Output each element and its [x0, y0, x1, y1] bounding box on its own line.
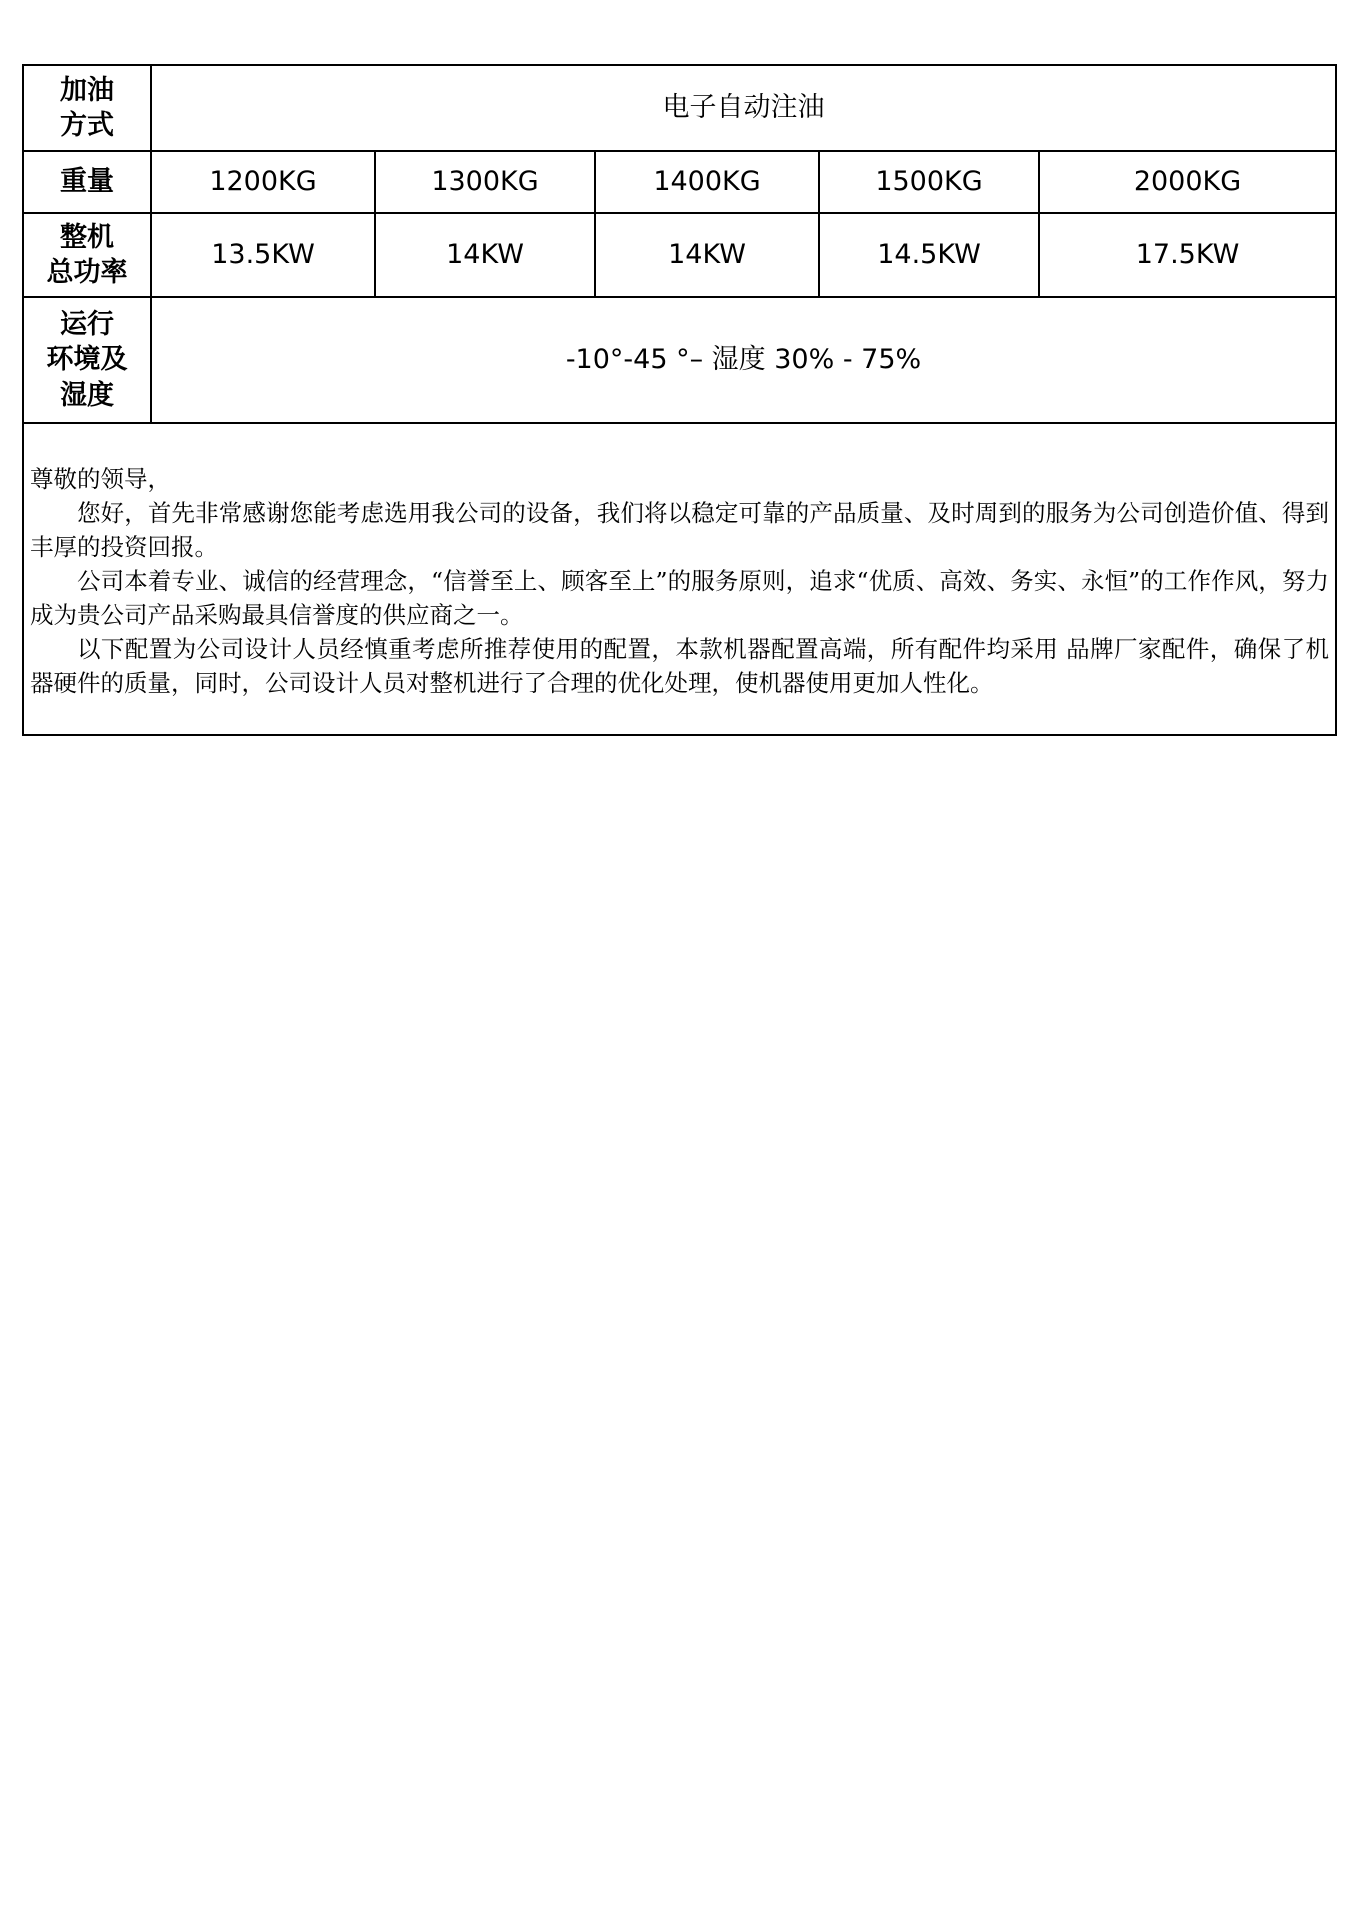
- label-line: 环境及: [46, 344, 128, 376]
- letter-paragraph: 您好，首先非常感谢您能考虑选用我公司的设备，我们将以稳定可靠的产品质量、及时周到的服务为公司创造价值、得到丰厚的投资回报。: [30, 499, 1330, 561]
- label-line: 重量: [60, 166, 114, 198]
- label-line: 加油: [60, 74, 114, 106]
- label-operating-environment: [23, 297, 151, 423]
- spec-table: [22, 64, 1337, 736]
- letter-greeting: 尊敬的领导，: [30, 465, 171, 493]
- label-line: 湿度: [60, 379, 114, 411]
- value-weight-cell: 1200KG: [151, 151, 375, 213]
- letter-paragraph: 以下配置为公司设计人员经慎重考虑所推荐使用的配置，本款机器配置高端，所有配件均采用 品牌厂家配件，确保了机器硬件的质量，同时，公司设计人员对整机进行了合理的优化处理，使机器使用更加人性化。: [30, 635, 1330, 697]
- label-line: 方式: [60, 110, 114, 141]
- value-weight-cell: 2000KG: [1039, 151, 1336, 213]
- value-weight-cell: 1400KG: [595, 151, 819, 213]
- value-power-cell: 14KW: [595, 213, 819, 297]
- value-weight-cell: 1300KG: [375, 151, 595, 213]
- label-total-power: [23, 213, 151, 297]
- row-total-power: [23, 213, 1336, 297]
- value-power-cell: 13.5KW: [151, 213, 375, 297]
- label-line: 整机: [60, 221, 114, 253]
- label-fueling-method: [23, 65, 151, 151]
- value-power-cell: 14KW: [375, 213, 595, 297]
- row-fueling-method: [23, 65, 1336, 151]
- row-operating-environment: [23, 297, 1336, 423]
- row-weight: [23, 151, 1336, 213]
- value-power-cell: 14.5KW: [819, 213, 1039, 297]
- label-weight: [23, 151, 151, 213]
- value-power-cell: 17.5KW: [1039, 213, 1336, 297]
- letter-body: [23, 423, 1336, 735]
- value-fueling-method: 电子自动注油: [151, 65, 1336, 151]
- row-letter: [23, 423, 1336, 735]
- value-operating-environment: -10°-45 °– 湿度 30% - 75%: [151, 297, 1336, 423]
- document-page: [22, 64, 1335, 736]
- label-line: 运行: [60, 309, 114, 341]
- label-line: 总功率: [46, 257, 128, 288]
- letter-paragraph: 公司本着专业、诚信的经营理念，“信誉至上、顾客至上”的服务原则，追求“优质、高效、务实、永恒”的工作作风，努力成为贵公司产品采购最具信誉度的供应商之一。: [30, 567, 1330, 629]
- value-weight-cell: 1500KG: [819, 151, 1039, 213]
